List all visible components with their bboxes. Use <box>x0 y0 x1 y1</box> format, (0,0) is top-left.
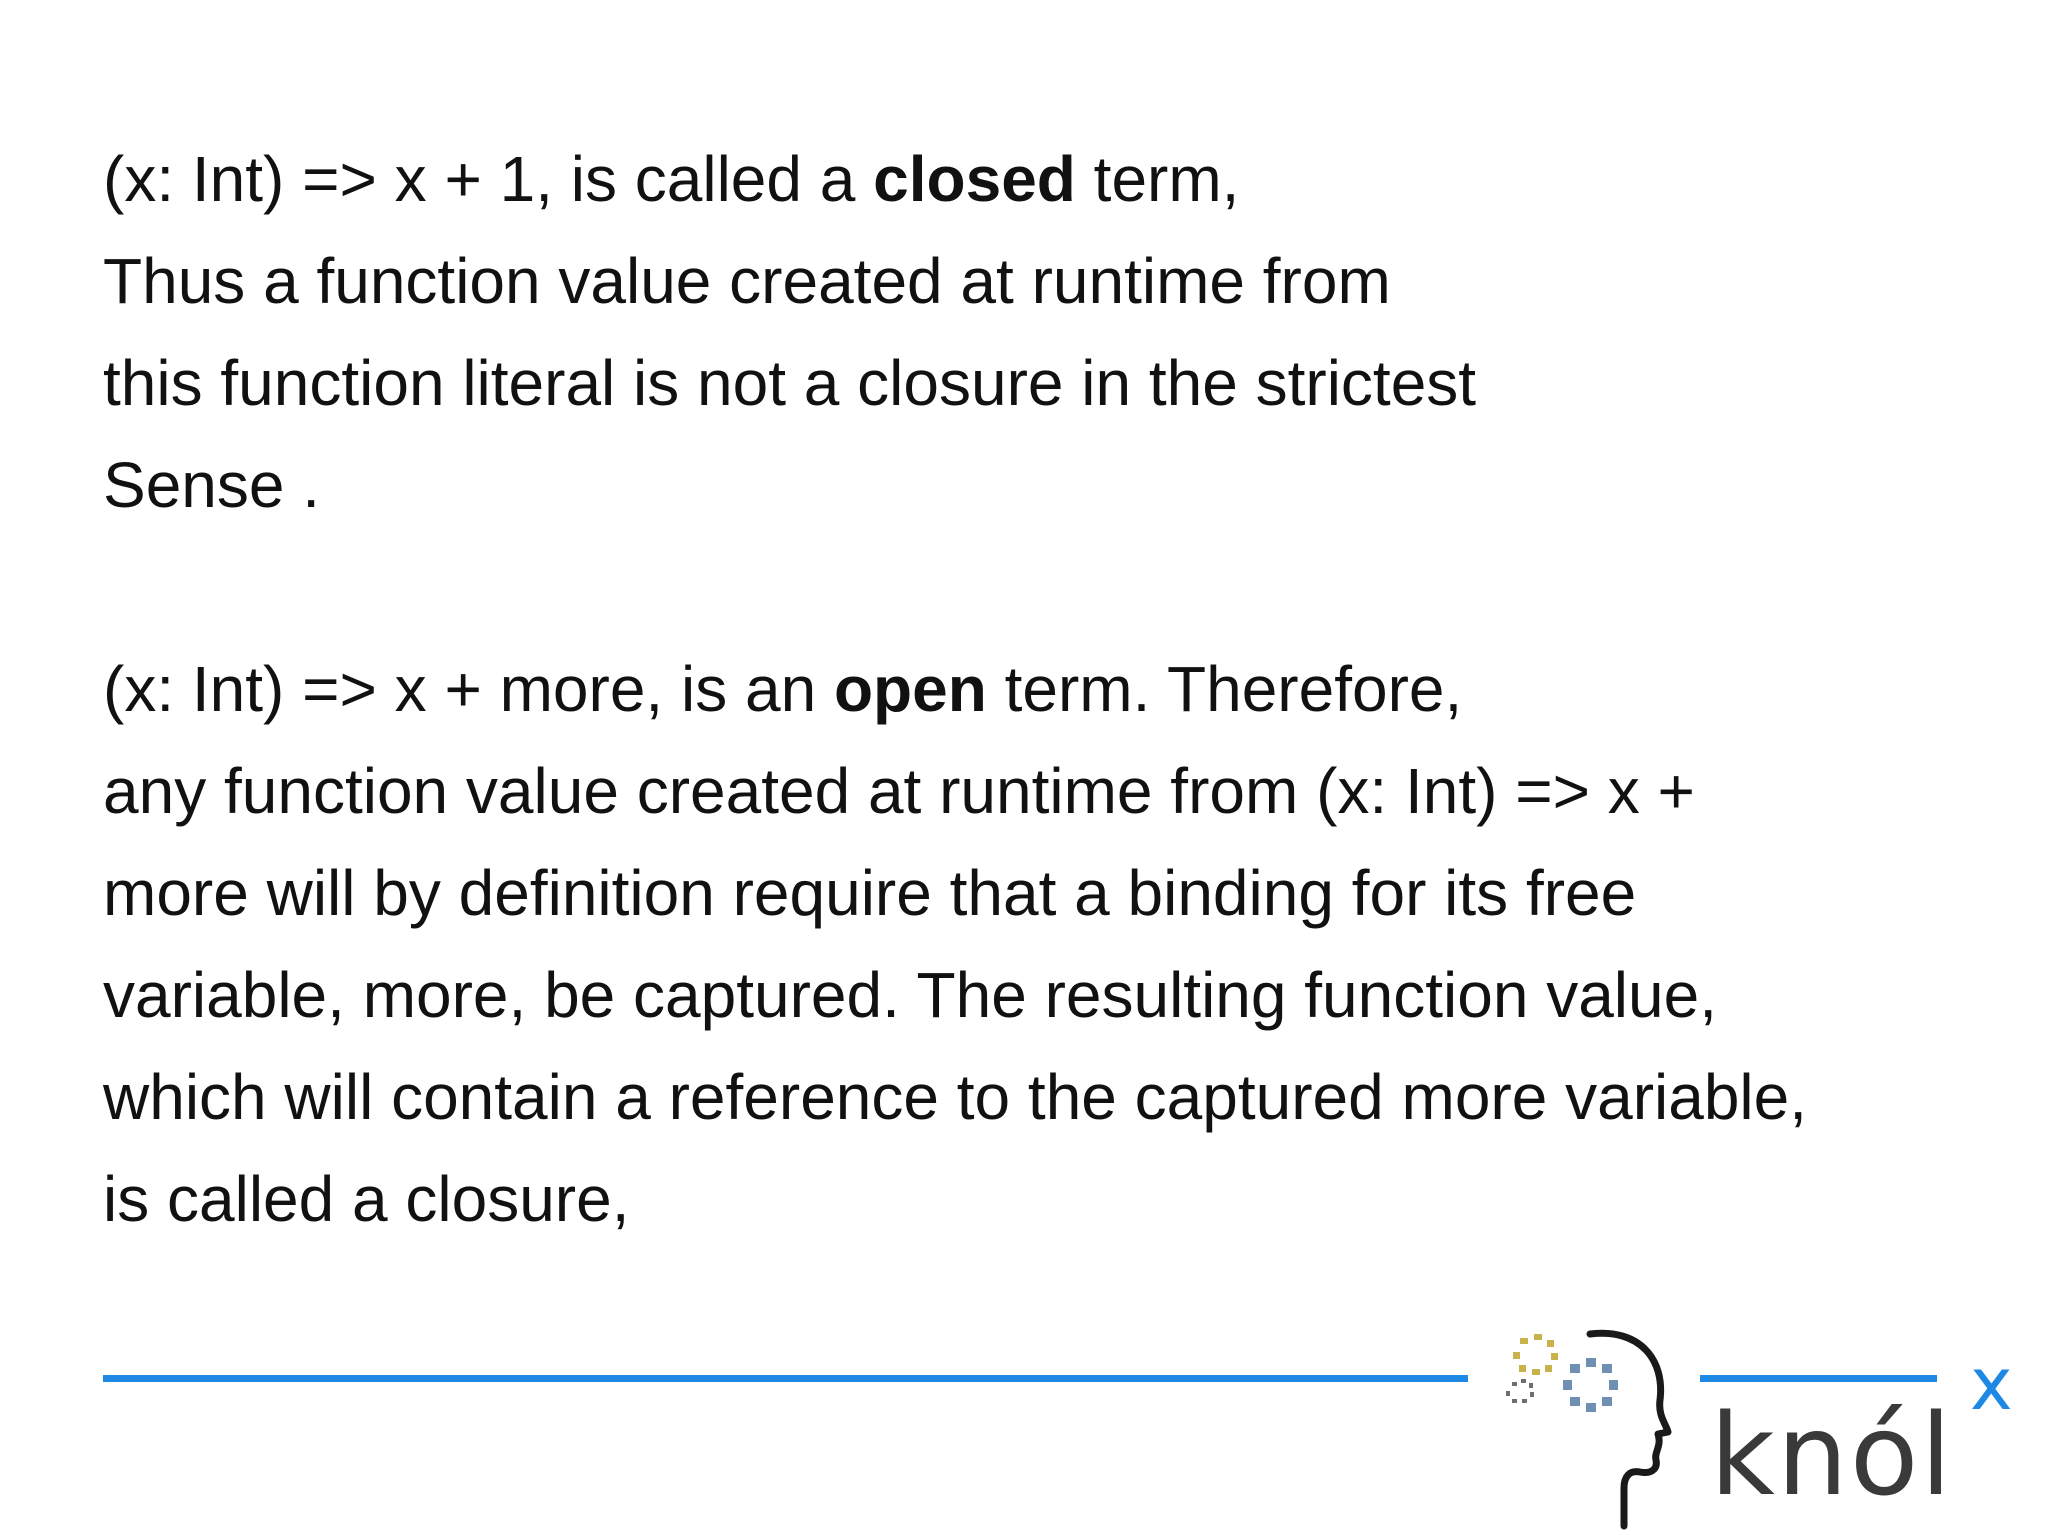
gear-icon <box>1506 1379 1534 1403</box>
paragraph-gap <box>103 536 1903 638</box>
bold-term: open <box>833 653 987 725</box>
text-line: is called a closure, <box>103 1163 630 1235</box>
text-line <box>103 128 1903 230</box>
slide-body <box>103 128 1903 1250</box>
text-line: variable, more, be captured. The resulting function value, <box>103 959 1717 1031</box>
bold-term: closed <box>873 143 1076 215</box>
text-line: Sense . <box>103 449 321 521</box>
footer-rule-left <box>103 1375 1468 1382</box>
text-line: this function literal is not a closure in the strictest <box>103 347 1477 419</box>
logo-superscript: x <box>1970 1342 2013 1426</box>
text-line: Thus a function value created at runtime from <box>103 245 1391 317</box>
text-line: any function value created at runtime from (x: Int) => x + <box>103 755 1695 827</box>
logo-wordmark: knól <box>1710 1391 1954 1521</box>
text-segment: term, <box>1075 143 1240 215</box>
gear-icon <box>1513 1334 1558 1375</box>
gear-icon <box>1563 1358 1618 1412</box>
text-segment: (x: Int) => x + more, is an <box>103 653 834 725</box>
text-line: more will by definition require that a binding for its free <box>103 857 1637 929</box>
text-segment: (x: Int) => x + 1, is called a <box>103 143 874 215</box>
knolx-logo <box>1490 1320 2048 1536</box>
text-line: which will contain a reference to the captured more variable, <box>103 1061 1807 1133</box>
text-line <box>103 638 1903 740</box>
text-segment: term. Therefore, <box>986 653 1463 725</box>
